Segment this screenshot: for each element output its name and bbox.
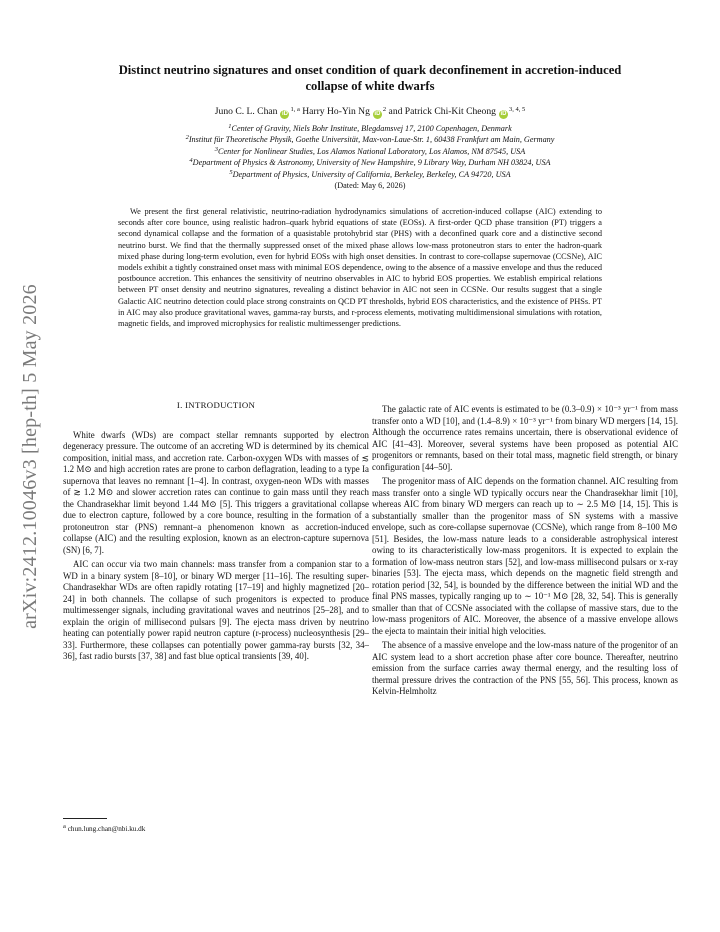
paragraph: The galactic rate of AIC events is estimated to be (0.3–0.9) × 10⁻³ yr⁻¹ from mass transfer onto a WD [10], and (1.4–8.9) × 10⁻³ yr⁻¹ from binary WD mergers [14, 15]. Although the occurrence rates remains uncertain, there is observational evidence of AIC [41–43]. Moreover, several systems have been proposed as potential AIC progenitors or remnants, based on their total mass, magnetic field strength, or binary configuration [44–50].	[372, 404, 678, 472]
orcid-icon[interactable]: iD	[500, 111, 507, 117]
section-heading: I. INTRODUCTION	[176, 400, 256, 410]
paragraph: White dwarfs (WDs) are compact stellar remnants supported by electron degeneracy pressure. The outcome of an accreting WD is determined by its chemical composition, initial mass, and accretion rate. Carbon-oxygen WDs with masses of ≲ 1.2 M⊙ and high accretion rates are prone to carbon deflagration, leading to a type Ia supernova that leaves no remnant [1–4]. In contrast, oxygen-neon WDs with masses of ≳ 1.2 M⊙ and slower accretion rates can continue to gain mass until they reach the Chandrasekhar limit beyond 1.44 M⊙ [5]. This triggers a gravitational collapse due to electron capture, followed by a core bounce, resulting in the formation of a protoneutron star (PNS) remnant–a phenomenon known as accretion-induced collapse (AIC) and the resulting explosion, known as an electron-capture supernova (SN) [6, 7].	[63, 429, 369, 555]
affiliation: $^2$Institut für Theoretische Physik, Goethe Universität, Max-von-Laue-Str. 1, 60438 Frankfurt am Main, Germany	[185, 134, 555, 145]
affiliation: $^4$Department of Physics & Astronomy, University of New Hampshire, 9 Library Way, Durham NH 03824, USA	[189, 157, 551, 168]
affiliation: $^5$Department of Physics, University of California, Berkeley, Berkeley, CA 94720, USA	[229, 168, 511, 179]
footnote-mark: a	[63, 823, 66, 830]
author-name: Juno C. L. Chan	[214, 106, 278, 117]
paper-title	[80, 62, 660, 94]
author-name: and Patrick Chi-Kit Cheong	[386, 106, 496, 117]
title-line-2: collapse of white dwarfs	[305, 79, 435, 93]
dated-line: (Dated: May 6, 2026)	[334, 181, 406, 191]
abstract: We present the first general relativistic, neutrino-radiation hydrodynamics simulations of accretion-induced collapse (AIC) extending to seconds after core bounce, using realistic hadron–quark hybrid equations of state (EOSs). A first-order QCD phase transition (PT) triggers a second dynamical collapse and the formation of a quasistable protohybrid star (PHS) with a deconfined quark core and a distinctive second neutrino burst. We find that the thermally suppressed onset of the mixed phase allows low-mass protoneutron stars to enter the hadron-quark mixed phase during long-term evolution, even for hybrid EOSs with high onset densities. In contrast to core-collapse supernovae (CCSNe), AIC models exhibit a tightly constrained onset mass with minimal EOS dependence, owing to the absence of a massive envelope and thus the reduced postbounce accretion. This enhances the sensitivity of neutrino observables in AIC to hybrid EOS properties. We establish empirical relations between PT onset density and neutrino signatures, revealing a distinct behavior in AIC not seen in CCSNe. Our results suggest that a single Galactic AIC neutrino detection could place strong constraints on QCD PT thresholds, hybrid EOS characteristics, and the existence of PHSs. PT in AIC may also produce gravitational waves, gamma-ray bursts, and r-process elements, motivating multidimensional simulations with rotation, magnetic fields, and improved microphysics for realistic multimessenger predictions.	[118, 207, 602, 329]
author-name: Harry Ho-Yin Ng	[299, 106, 370, 117]
paragraph: AIC can occur via two main channels: mass transfer from a companion star to a WD in a binary system [8–10], or binary WD merger [11–16]. The resulting super-Chandrasekhar WDs are often rapidly rotating [17–19] and highly magnetized [20–24] in both channels. The collapse of such progenitors is expected to produce multimessenger signals, including gravitational waves and neutrinos [25–28], and to explain the origin of millisecond pulsars [9]. The ejecta mass driven by neutrino heating can potentially power rapid neutron capture (r-process) nucleosynthesis [29–33]. Furthermore, these collapses can potentially power gamma-ray bursts [32, 34–36], fast radio bursts [37, 38] and fast blue optical transients [39, 40].	[63, 559, 369, 661]
left-column	[63, 400, 369, 663]
paragraph: The progenitor mass of AIC depends on the formation channel. AIC resulting from mass transfer onto a single WD typically occurs near the Chandrasekhar limit [10], whereas AIC from binary WD mergers can reach up to ∼ 2.5 M⊙ [14, 15]. This is substantially smaller than the progenitor mass of SN systems with a massive envelope, such as core-collapse supernovae (CCSNe), which range from 8–100 M⊙ [51]. Besides, the low-mass nature leads to a considerable astrophysical interest owing to its characteristically low-mass progenitors. It is expected to explain the formation of low-mass neutron stars [52], and low-mass millisecond pulsars or x-ray binaries [53]. The ejecta mass, which depends on the magnetic field strength and rotation period [32, 54], is bounded by the difference between the initial WD and the final PNS masses, typically ranging up to ∼ 10⁻¹ M⊙ [28, 32, 54]. This is generally smaller than that of CCSNe associated with the collapse of massive stars, due to the low-mass progenitors of AIC. Moreover, the absence of a massive envelope allows the ejecta to maintain their initial high velocities.	[372, 476, 678, 636]
right-column	[372, 404, 678, 698]
footnote	[63, 825, 145, 834]
author-email-link[interactable]: chun.lung.chan@nbi.ku.dk	[65, 825, 146, 833]
affiliation-list	[80, 123, 660, 191]
paragraph: The absence of a massive envelope and the low-mass nature of the progenitor of an AIC system lead to a short accretion phase after core bounce. Thereafter, neutrino emission from the surface carries away thermal energy, and the resulting loss of thermal pressure drives the contraction of the PNS [55, 56]. This process, known as Kelvin-Helmholtz	[372, 640, 678, 696]
arxiv-sidebar-stamp	[10, 246, 50, 666]
orcid-icon[interactable]: iD	[374, 111, 381, 117]
footnote-rule	[63, 818, 107, 819]
author-list	[80, 106, 660, 119]
orcid-icon[interactable]: iD	[281, 111, 288, 117]
affiliation: $^3$Center for Nonlinear Studies, Los Alamos National Laboratory, Los Alamos, NM 87545, USA	[214, 145, 526, 156]
author-sup: 1, a	[290, 106, 300, 113]
author-sup: 2	[382, 106, 387, 113]
arxiv-identifier: arXiv:2412.10046v3 [hep-th] 5 May 2026	[18, 283, 41, 629]
title-line-1: Distinct neutrino signatures and onset condition of quark deconfinement in accretion-induced	[118, 63, 622, 77]
affiliation: $^1$Center of Gravity, Niels Bohr Institute, Blegdamsvej 17, 2100 Copenhagen, Denmark	[228, 123, 512, 133]
author-sup: 3, 4, 5	[508, 106, 526, 113]
